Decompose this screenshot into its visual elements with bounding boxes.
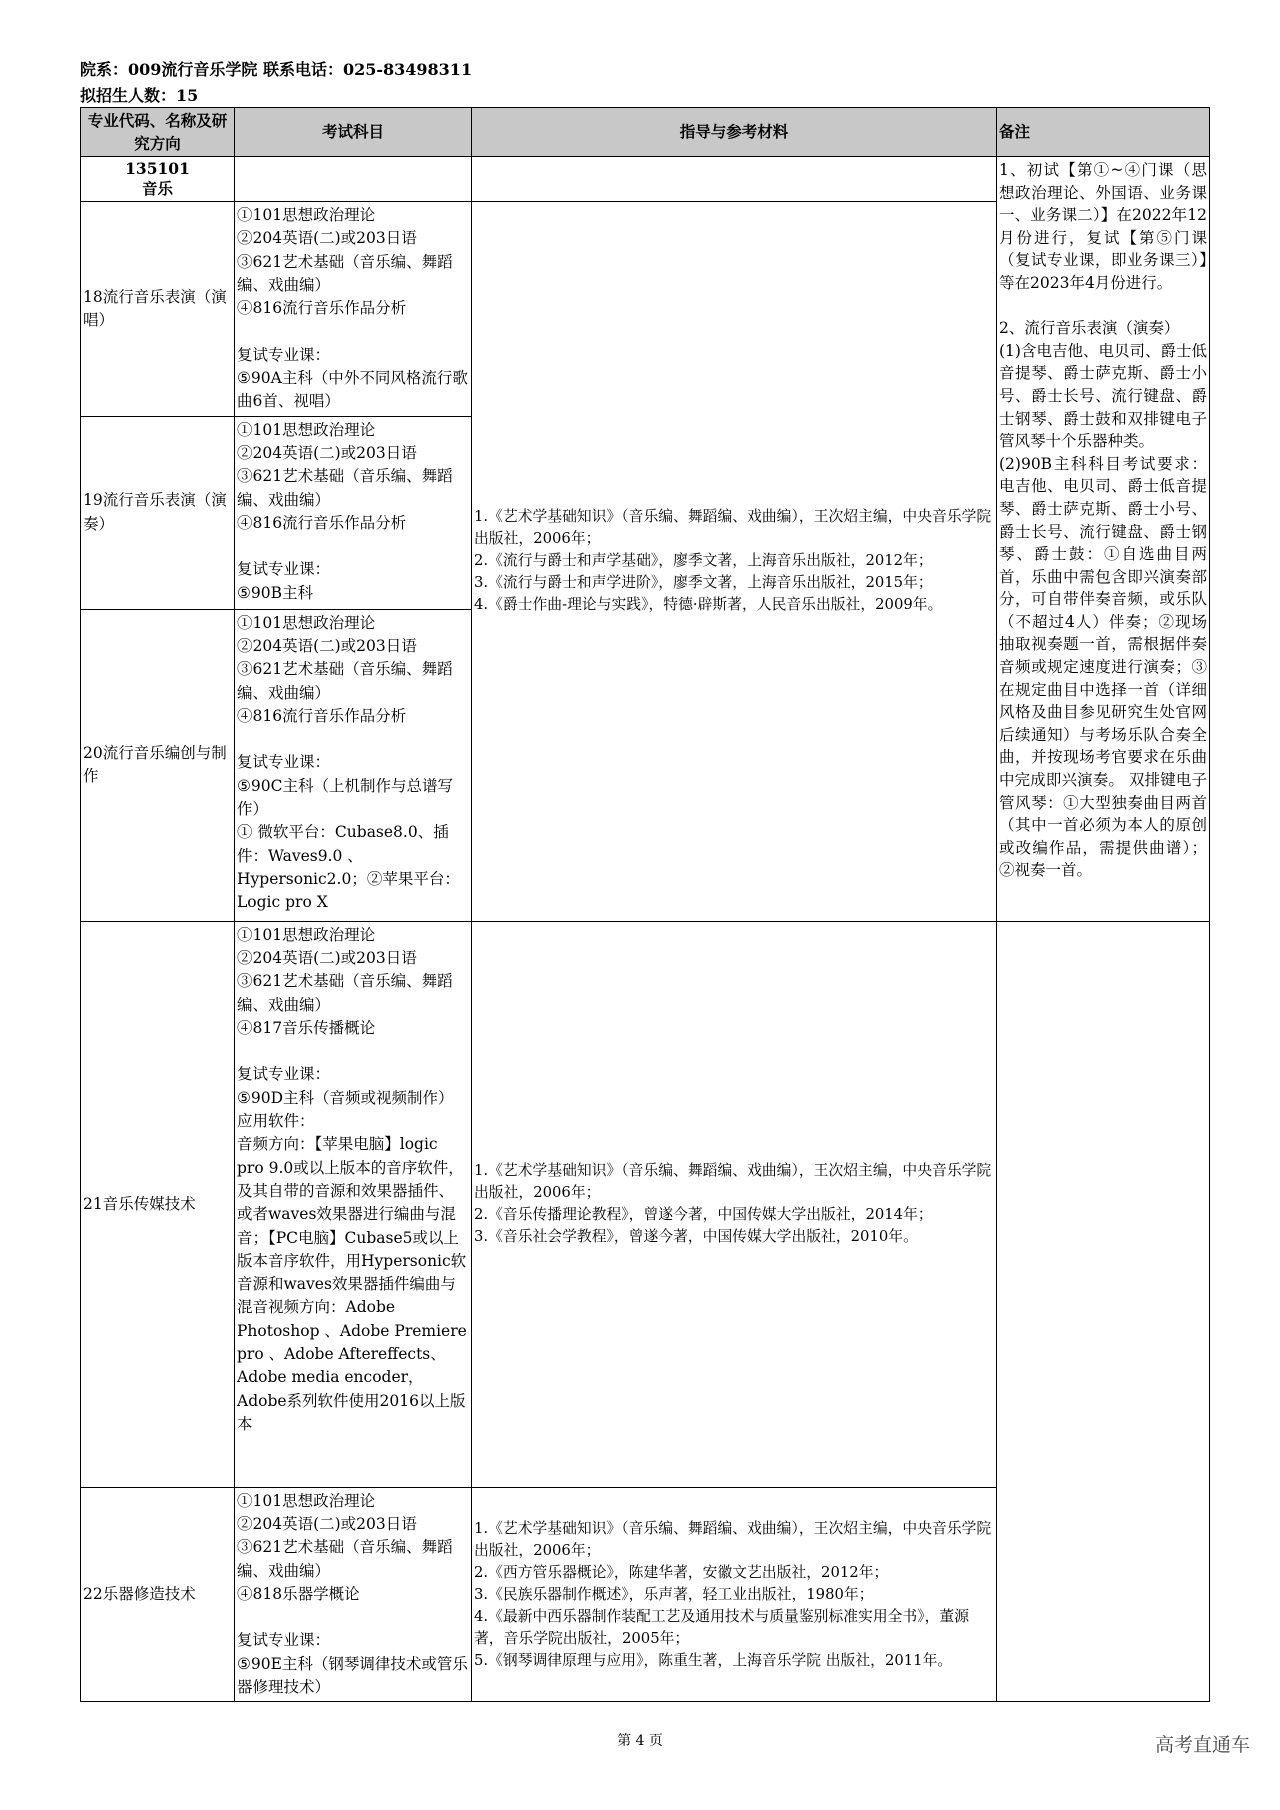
exam-subjects: ①101思想政治理论 ②204英语(二)或203日语 ③621艺术基础（音乐编、舞蹈编、戏曲编） ④816流行音乐作品分析 复试专业课： ⑤90A主科（中外不同风格流行歌曲6首、视唱）: [235, 202, 472, 417]
program-name: 22乐器修造技术: [81, 1487, 235, 1702]
program-name: 19流行音乐表演（演奏）: [81, 416, 235, 609]
program-row: [81, 921, 1210, 1487]
enrollment-count: 拟招生人数：15: [80, 86, 199, 105]
program-name: 20流行音乐编创与制作: [81, 609, 235, 921]
page-number: 第 4 页: [617, 1733, 663, 1749]
references-group-3: 1.《艺术学基础知识》（音乐编、舞蹈编、戏曲编），王次炤主编，中央音乐学院出版社，2006年； 2.《西方管乐器概论》，陈建华著，安徽文艺出版社，2012年； 3.《民族乐器制作概述》，乐声著，轻工业出版社，1980年； 4.《最新中西乐器制作装配工艺及通用技术与质量鉴别标准实用全书》，董源著，音乐学院出版社，2005年； 5.《钢琴调律原理与应用》，陈重生著，上海音乐学院 出版社，2011年。: [472, 1487, 997, 1702]
header-exam-subjects: 考试科目: [235, 108, 472, 157]
major-name: 音乐: [141, 179, 173, 198]
table-header-row: [81, 108, 1210, 157]
header-program: 专业代码、名称及研究方向: [81, 108, 235, 157]
program-table: [80, 107, 1210, 1702]
major-cell: [81, 157, 235, 202]
exam-subjects: ①101思想政治理论 ②204英语(二)或203日语 ③621艺术基础（音乐编、舞蹈编、戏曲编） ④817音乐传播概论 复试专业课： ⑤90D主科（音频或视频制作） 应用软件： 音频方向：【苹果电脑】logic pro 9.0或以上版本的音序软件，及其自带的音源和效果器插件、或者waves效果器进行编曲与混音；【PC电脑】Cubase5或以上版本音序软件，用Hypersonic软音源和waves效果器插件编曲与混音视频方向：Adobe Photoshop 、Adobe Premiere pro 、Adobe Aftereffects、Adobe media encoder，Adobe系列软件使用2016以上版本: [235, 921, 472, 1487]
references-group-1: 1.《艺术学基础知识》（音乐编、舞蹈编、戏曲编），王次炤主编，中央音乐学院出版社，2006年； 2.《流行与爵士和声学基础》，廖季文著，上海音乐出版社，2012年； 3.《流行与爵士和声学进阶》，廖季文著，上海音乐出版社，2015年； 4.《爵士作曲-理论与实践》，特德·辟斯著，人民音乐出版社，2009年。: [472, 202, 997, 922]
exam-subjects: ①101思想政治理论 ②204英语(二)或203日语 ③621艺术基础（音乐编、舞蹈编、戏曲编） ④816流行音乐作品分析 复试专业课： ⑤90B主科: [235, 416, 472, 609]
header-notes: 备注: [997, 108, 1210, 157]
program-name: 21音乐传媒技术: [81, 921, 235, 1487]
exam-subjects: ①101思想政治理论 ②204英语(二)或203日语 ③621艺术基础（音乐编、舞蹈编、戏曲编） ④816流行音乐作品分析 复试专业课： ⑤90C主科（上机制作与总谱写作） ① 微软平台：Cubase8.0、插件：Waves9.0 、Hypersonic2.0；②苹果平台：Logic pro X: [235, 609, 472, 921]
empty-notes-cell: [997, 921, 1210, 1702]
department-contact-line: 院系：009流行音乐学院 联系电话：025-83498311: [80, 60, 473, 79]
empty-cell: [472, 157, 997, 202]
program-name: 18流行音乐表演（演唱）: [81, 202, 235, 417]
notes-cell: 1、初试【第①~④门课（思想政治理论、外国语、业务课一、业务课二）】在2022年12月份进行，复试【第⑤门课（复试专业课，即业务课三）】等在2023年4月份进行。 2、流行音乐表演（演奏） (1)含电吉他、电贝司、爵士低音提琴、爵士萨克斯、爵士小号、爵士长号、流行键盘、爵士钢琴、爵士鼓和双排键电子管风琴十个乐器种类。 (2)90B主科科目考试要求：电吉他、电贝司、爵士低音提琴、爵士萨克斯、爵士小号、爵士长号、流行键盘、爵士钢琴、爵士鼓：①自选曲目两首，乐曲中需包含即兴演奏部分，可自带伴奏音频，或乐队（不超过4人）伴奏；②现场抽取视奏题一首，需根据伴奏音频或规定速度进行演奏；③在规定曲目中选择一首（详细风格及曲目参见研究生处官网后续通知）与考场乐队合奏全曲，并按现场考官要求在乐曲中完成即兴演奏。 双排键电子管风琴：①大型独奏曲目两首（其中一首必须为本人的原创或改编作品，需提供曲谱）；②视奏一首。: [997, 157, 1210, 922]
references-group-2: 1.《艺术学基础知识》（音乐编、舞蹈编、戏曲编），王次炤主编，中央音乐学院出版社，2006年； 2.《音乐传播理论教程》，曾遂今著，中国传媒大学出版社，2014年； 3.《音乐社会学教程》，曾遂今著，中国传媒大学出版社，2010年。: [472, 921, 997, 1487]
major-row: [81, 157, 1210, 202]
major-code: 135101: [125, 159, 190, 178]
exam-subjects: ①101思想政治理论 ②204英语(二)或203日语 ③621艺术基础（音乐编、舞蹈编、戏曲编） ④818乐器学概论 复试专业课： ⑤90E主科（钢琴调律技术或管乐器修理技术）: [235, 1487, 472, 1702]
brand-watermark: 高考直通车: [1154, 1734, 1250, 1756]
header-references: 指导与参考材料: [472, 108, 997, 157]
empty-cell: [235, 157, 472, 202]
